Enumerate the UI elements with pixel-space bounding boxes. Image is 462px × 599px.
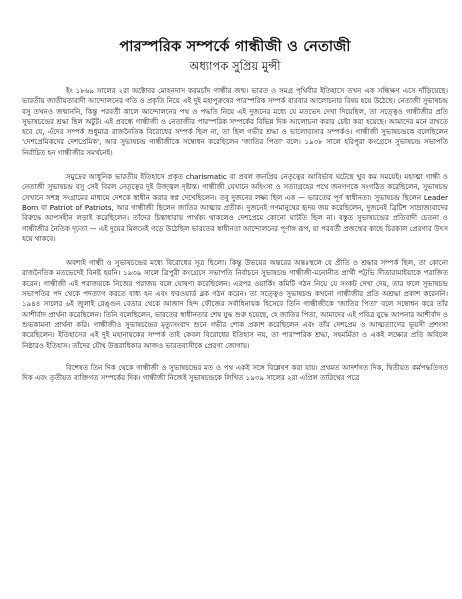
paragraph: ইং ১৮৬৯ সালের ২রা অক্টোবর মোহনদাস করমচাঁদ গান্ধীর জন্ম। ভারত ও সমগ্র পৃথিবীর ইতিহাসে তখন এক সন্ধিক্ষণ এসে দাঁড়িয়েছে। ভারতীয় জাতীয়তাবাদী আন্দোলনের গতি ও প্রকৃতি নিয়ে এই দুই মহাপুরুষের পারস্পরিক সম্পর্ক বারবার আলোচনার বিষয় হয়ে উঠেছে। নেতাজী সুভাষচন্দ্র বসু তখনও জন্মাননি, কিন্তু পরবর্তী কালে আন্দোলনের পথ ও পদ্ধতি নিয়ে এই দুজনের মধ্যে যে মতভেদ দেখা দিয়েছিল, তা সত্ত্বেও গান্ধীজীর প্রতি সুভাষচন্দ্রের শ্রদ্ধা ছিল অটুট। এই প্রবন্ধে গান্ধীজী ও নেতাজীর পারস্পরিক সম্পর্কের বিভিন্ন দিক আলোচনা করার চেষ্টা করা হয়েছে। আমাদের মনে রাখতে হবে যে, এঁদের সম্পর্ক শুধুমাত্র রাজনৈতিক বিরোধের সম্পর্ক ছিল না, তা ছিল গভীর শ্রদ্ধা ও ভালোবাসার সম্পর্কও। গান্ধীজী সুভাষচন্দ্রকে বলেছিলেন 'দেশপ্রেমিকদের দেশপ্রেমিক', আর সুভাষচন্দ্র গান্ধীজীকে সম্বোধন করেছিলেন 'জাতির পিতা' বলে। ১৯৩৮ সালে হরিপুরা কংগ্রেসে সুভাষচন্দ্র সভাপতি নির্বাচিত হন গান্ধীজীর সমর্থনেই। [22,86,448,157]
paragraph: বিশেষত তিন দিক থেকে গান্ধীজী ও সুভাষচন্দ্রের মত ও পথ একই সঙ্গে বিশ্লেষণ করা যায়। প্রথমত আদর্শগত দিক, দ্বিতীয়ত কর্মপদ্ধতিগত দিক এবং তৃতীয়ত ব্যক্তিগত সম্পর্কের দিক। গান্ধীজী নিজেই সুভাষচন্দ্রকে লিখিত ১৯৩৯ সালের ২রা এপ্রিল তারিখের পত্রে [22,362,448,383]
paragraph: অবশ্যই গান্ধী ও সুভাষচন্দ্রের মধ্যে বিরোধের সূত্র ছিলো। কিন্তু উভয়ের অন্তরের অন্তঃস্থলে যে প্রীতি ও শ্রদ্ধার সম্পর্ক ছিল, তা কোনো রাজনৈতিক মতভেদেই বিনষ্ট হয়নি। ১৯৩৯ সালে ত্রিপুরী কংগ্রেসে সভাপতি নির্বাচনে সুভাষচন্দ্র গান্ধীজী-মনোনীত প্রার্থী পট্টভি সীতারামাইয়াকে পরাজিত করেন। গান্ধীজী এই পরাজয়কে নিজের পরাজয় বলে ঘোষণা করেছিলেন। এরপর ওয়ার্কিং কমিটি গঠন নিয়ে যে সংকট দেখা দেয়, তার ফলে সুভাষচন্দ্র সভাপতির পদ থেকে পদত্যাগ করতে বাধ্য হন এবং ফরওয়ার্ড ব্লক গঠন করেন। তা সত্ত্বেও সুভাষচন্দ্র কখনো গান্ধীজীর প্রতি অশ্রদ্ধা প্রকাশ করেননি। ১৯৪৪ সালের ৬ই জুলাই রেঙ্গুন বেতার থেকে আজাদ হিন্দ ফৌজের সর্বাধিনায়ক হিসেবে তিনি গান্ধীজীকে 'জাতির পিতা' বলে সম্বোধন করে তাঁর আশীর্বাদ প্রার্থনা করেছিলেন। তিনি বলেছিলেন, ভারতের স্বাধীনতার শেষ যুদ্ধ শুরু হয়েছে, হে জাতির পিতা, আমাদের এই পবিত্র যুদ্ধে আপনার আশীর্বাদ ও শুভকামনা প্রার্থনা করি। গান্ধীজীও সুভাষচন্দ্রের মৃত্যুসংবাদ শুনে গভীর শোক প্রকাশ করেছিলেন এবং তাঁর দেশপ্রেম ও আত্মত্যাগের ভূয়সী প্রশংসা করেছিলেন। ইতিহাসের এই দুই মহানায়কের সম্পর্ক তাই কেবল বিরোধের ইতিহাস নয়, তা পারস্পরিক শ্রদ্ধা, সহমর্মিতা ও একই লক্ষ্যের প্রতি অবিচল নিষ্ঠারও ইতিহাস। তাঁদের যৌথ উত্তরাধিকার আজও ভারতবাসীকে প্রেরণা জোগায়। [22,258,448,350]
title-block [22,38,448,74]
paragraph: সমুদ্রের আধুনিক ভারতীয় ইতিহাসে প্রকৃত charismatic বা প্রবল জনপ্রিয় নেতৃত্বের আবির্ভাব ঘটেছে খুব কম সময়েই। মহাত্মা গান্ধী ও নেতাজী সুভাষচন্দ্র বসু সেই বিরল নেতৃত্বের দুই উজ্জ্বল দৃষ্টান্ত। গান্ধীজী যেখানে অহিংসা ও সত্যাগ্রহের পথে জনগণকে সংগঠিত করেছিলেন, সুভাষচন্দ্র সেখানে সশস্ত্র সংগ্রামের মাধ্যমে দেশকে স্বাধীন করার স্বপ্ন দেখেছিলেন। তবু দুজনের লক্ষ্য ছিল এক — ভারতের পূর্ণ স্বাধীনতা। সুভাষচন্দ্র ছিলেন Leader Born বা Patriot of Patriots, আর গান্ধীজী ছিলেন জাতির আত্মার প্রতীক। দুজনেই গণমানুষের হৃদয় জয় করেছিলেন, দুজনেই ব্রিটিশ সাম্রাজ্যবাদের বিরুদ্ধে আপসহীন লড়াই করেছিলেন। তাঁদের চিন্তাধারায় পার্থক্য থাকলেও দেশপ্রেমে কোনো ঘাটতি ছিল না। বস্তুত সুভাষচন্দ্রের প্রতিবাদী চেতনা ও গান্ধীজীর নৈতিক দৃঢ়তা — এই দুয়ের মিলনেই গড়ে উঠেছিল ভারতের স্বাধীনতা আন্দোলনের পূর্ণাঙ্গ রূপ, যা পরবর্তী প্রজন্মের কাছে চিরকাল প্রেরণার উৎস হয়ে থাকবে। [22,172,448,243]
article-title: পারস্পরিক সম্পর্কে গান্ধীজী ও নেতাজী [119,39,351,55]
article-author: অধ্যাপক সুপ্রিয় মুন্সী [189,59,281,73]
